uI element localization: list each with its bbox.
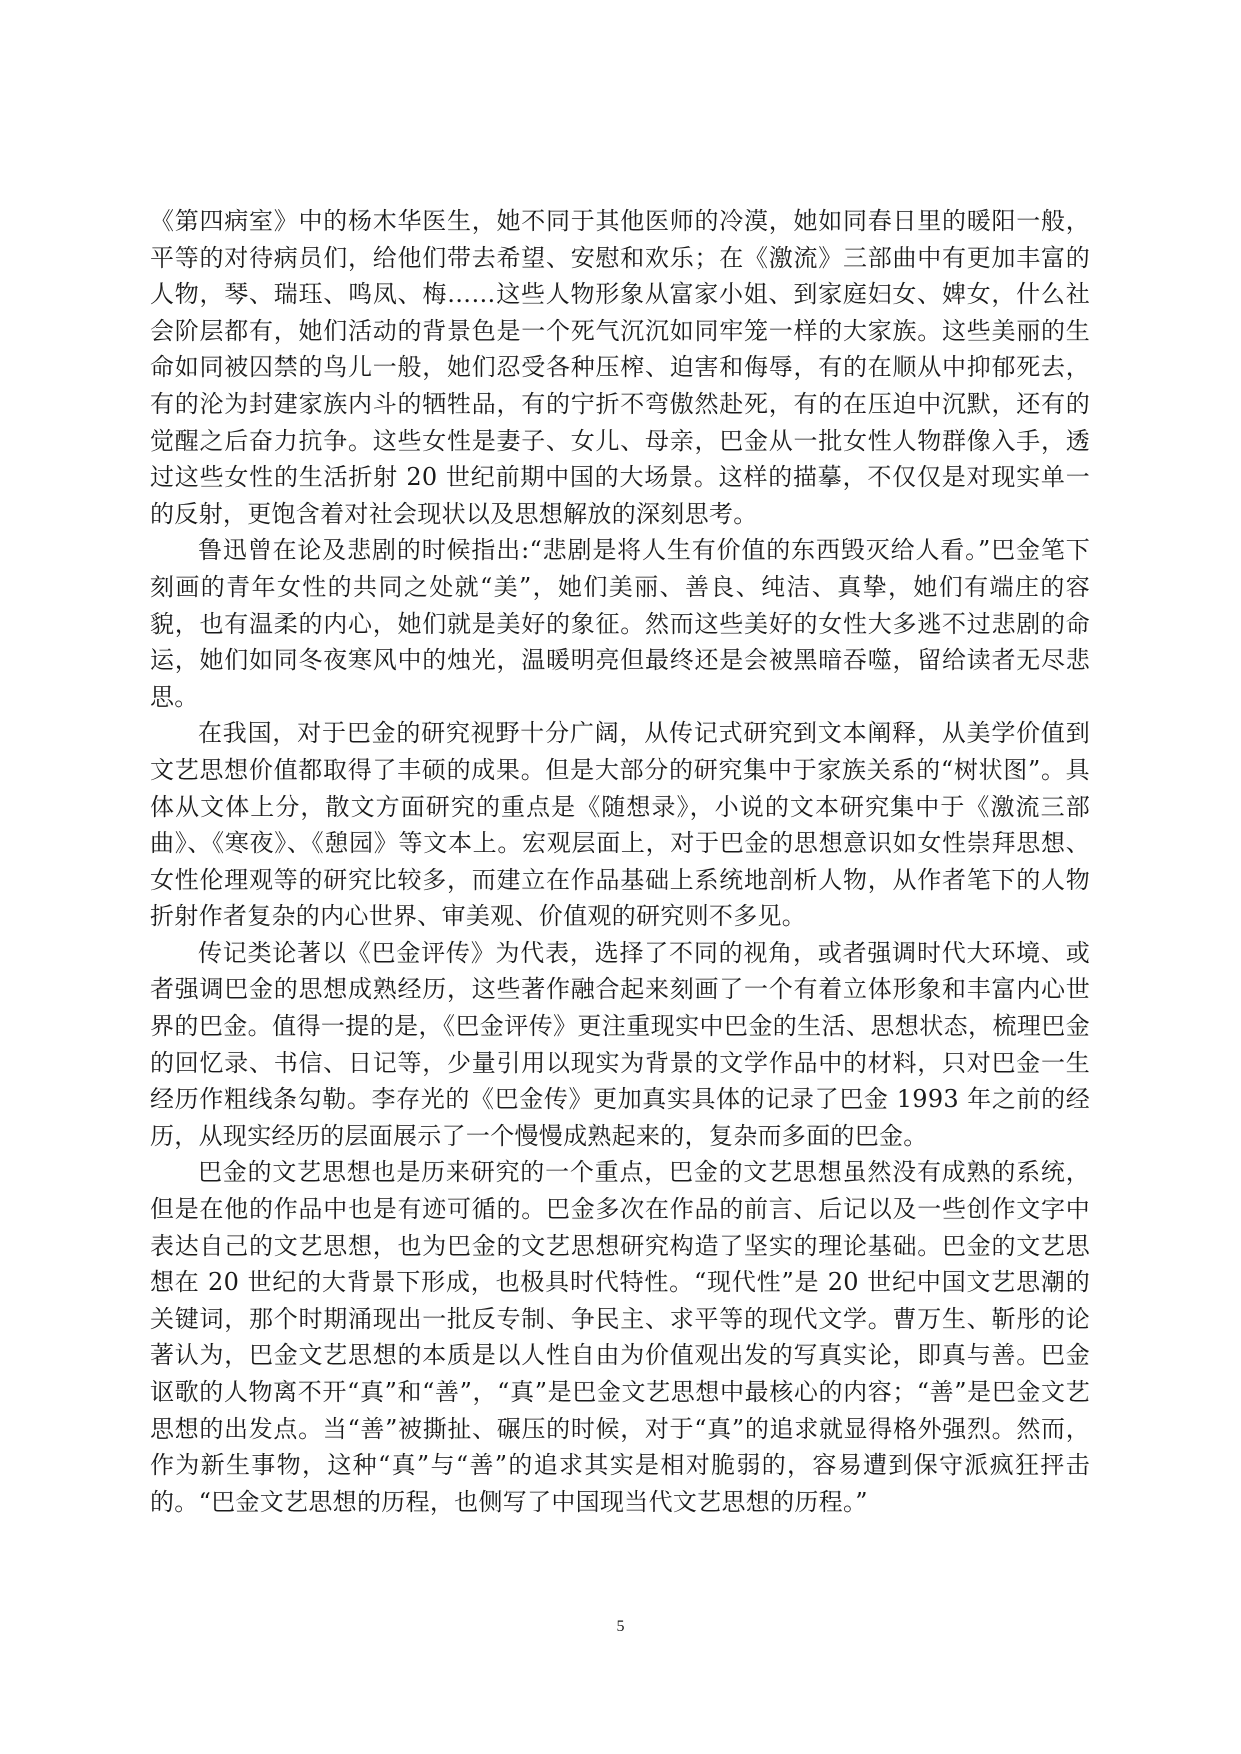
body-text	[150, 203, 1090, 1520]
paragraph-4: 传记类论著以《巴金评传》为代表，选择了不同的视角，或者强调时代大环境、或者强调巴金的思想成熟经历，这些著作融合起来刻画了一个有着立体形象和丰富内心世界的巴金。值得一提的是，《巴金评传》更注重现实中巴金的生活、思想状态，梳理巴金的回忆录、书信、日记等，少量引用以现实为背景的文学作品中的材料，只对巴金一生经历作粗线条勾勒。李存光的《巴金传》更加真实具体的记录了巴金 1993 年之前的经历，从现实经历的层面展示了一个慢慢成熟起来的，复杂而多面的巴金。	[150, 938, 1090, 1150]
paragraph-5: 巴金的文艺思想也是历来研究的一个重点，巴金的文艺思想虽然没有成熟的系统，但是在他的作品中也是有迹可循的。巴金多次在作品的前言、后记以及一些创作文字中表达自己的文艺思想，也为巴金的文艺思想研究构造了坚实的理论基础。巴金的文艺思想在 20 世纪的大背景下形成，也极具时代特性。“现代性”是 20 世纪中国文艺思潮的关键词，那个时期涌现出一批反专制、争民主、求平等的现代文学。曹万生、靳彤的论著认为，巴金文艺思想的本质是以人性自由为价值观出发的写真实论，即真与善。巴金讴歌的人物离不开“真”和“善”，“真”是巴金文艺思想中最核心的内容；“善”是巴金文艺思想的出发点。当“善”被撕扯、碾压的时候，对于“真”的追求就显得格外强烈。然而，作为新生事物，这种“真”与“善”的追求其实是相对脆弱的，容易遭到保守派疯狂抨击的。“巴金文艺思想的历程，也侧写了中国现当代文艺思想的历程。”	[150, 1158, 1090, 1516]
page-number: 5	[616, 1618, 625, 1635]
paragraph-1: 《第四病室》中的杨木华医生，她不同于其他医师的冷漠，她如同春日里的暖阳一般，平等的对待病员们，给他们带去希望、安慰和欢乐；在《激流》三部曲中有更加丰富的人物，琴、瑞珏、鸣凤、梅……这些人物形象从富家小姐、到家庭妇女、婢女，什么社会阶层都有，她们活动的背景色是一个死气沉沉如同牢笼一样的大家族。这些美丽的生命如同被囚禁的鸟儿一般，她们忍受各种压榨、迫害和侮辱，有的在顺从中抑郁死去，有的沦为封建家族内斗的牺牲品，有的宁折不弯傲然赴死，有的在压迫中沉默，还有的觉醒之后奋力抗争。这些女性是妻子、女儿、母亲，巴金从一批女性人物群像入手，透过这些女性的生活折射 20 世纪前期中国的大场景。这样的描摹，不仅仅是对现实单一的反射，更饱含着对社会现状以及思想解放的深刻思考。	[150, 207, 1090, 528]
paragraph-3: 在我国，对于巴金的研究视野十分广阔，从传记式研究到文本阐释，从美学价值到文艺思想价值都取得了丰硕的成果。但是大部分的研究集中于家族关系的“树状图”。具体从文体上分，散文方面研究的重点是《随想录》，小说的文本研究集中于《激流三部曲》、《寒夜》、《憩园》等文本上。宏观层面上，对于巴金的思想意识如女性崇拜思想、女性伦理观等的研究比较多，而建立在作品基础上系统地剖析人物，从作者笔下的人物折射作者复杂的内心世界、审美观、价值观的研究则不多见。	[150, 719, 1090, 931]
paragraph-2: 鲁迅曾在论及悲剧的时候指出:“悲剧是将人生有价值的东西毁灭给人看。”巴金笔下刻画的青年女性的共同之处就“美”，她们美丽、善良、纯洁、真挚，她们有端庄的容貌，也有温柔的内心，她们就是美好的象征。然而这些美好的女性大多逃不过悲剧的命运，她们如同冬夜寒风中的烛光，温暖明亮但最终还是会被黑暗吞噬，留给读者无尽悲思。	[150, 536, 1090, 711]
